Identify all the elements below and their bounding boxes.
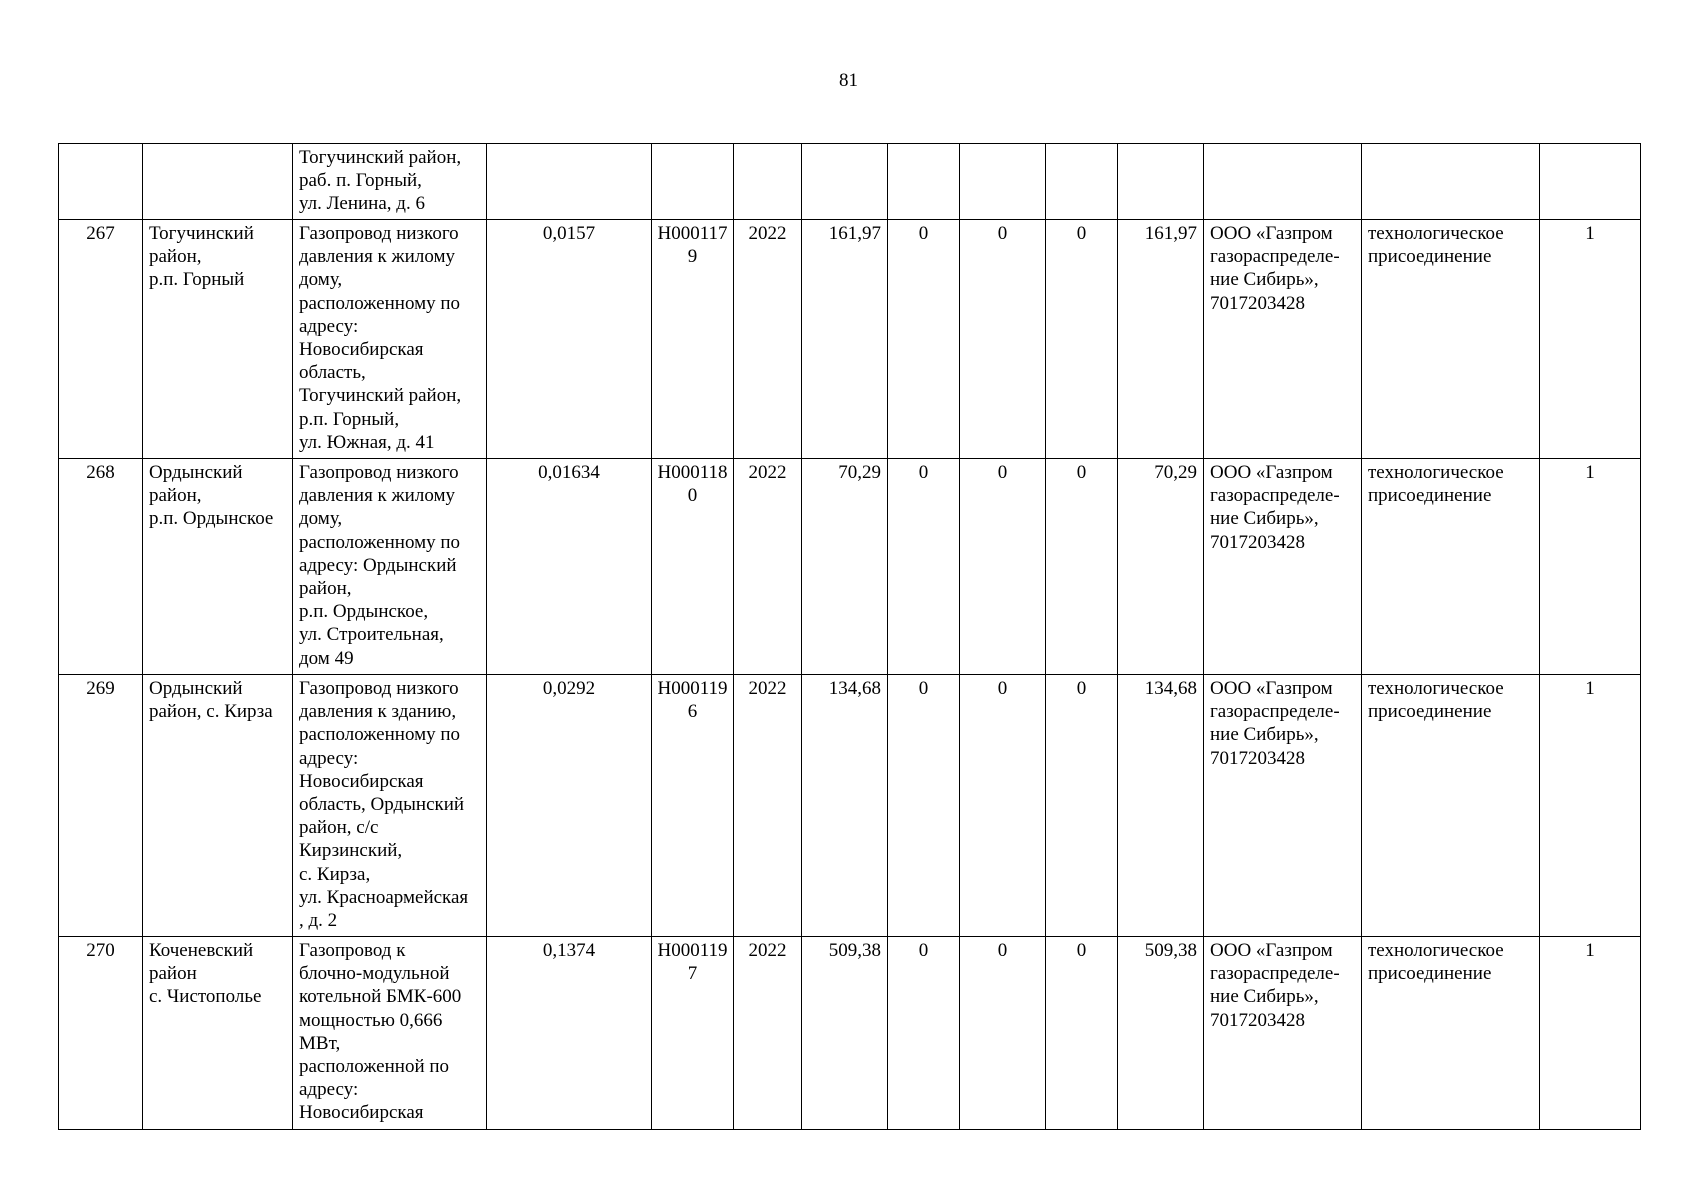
cell-total: 134,68	[802, 675, 888, 937]
continuation-row	[59, 144, 1641, 220]
cell-v2: 0	[960, 459, 1046, 675]
cell-object-line: адресу:	[299, 1079, 359, 1101]
cell-length: 0,0292	[487, 675, 652, 937]
cell-object-line: Новосибирская	[299, 770, 424, 792]
cell-object-line: расположенной по	[299, 1056, 450, 1078]
cell-object	[293, 937, 487, 1130]
cell-object-line: район, с/с	[299, 817, 379, 839]
cell-location-line: с. Чистополье	[149, 986, 262, 1008]
cell-location	[143, 937, 293, 1130]
cell-code	[652, 459, 734, 675]
cell-location	[143, 675, 293, 937]
cell-org	[1204, 937, 1362, 1130]
cell-object-line: дому,	[299, 508, 343, 530]
cell-object-line: адресу: Ордынский	[299, 554, 457, 576]
cell-basis-line: технологическое	[1368, 462, 1504, 483]
cell-org-line: ние Сибирь»,	[1210, 269, 1319, 291]
cell-object-line: Газопровод низкого	[299, 223, 459, 244]
cell-org-line: газораспределе-	[1210, 963, 1340, 985]
cell-code-line: Н000119	[657, 940, 728, 961]
cell-num: 269	[59, 675, 143, 937]
cell-location	[143, 144, 293, 220]
table-row	[59, 675, 1641, 937]
cell-object-line: давления к жилому	[299, 485, 455, 507]
cell-org-line: ние Сибирь»,	[1210, 508, 1319, 530]
cell-count: 1	[1540, 675, 1641, 937]
cell-object-line: адресу:	[299, 315, 359, 337]
cell-code	[652, 220, 734, 459]
cell-basis-line: присоединение	[1368, 485, 1492, 507]
cell-org-line: газораспределе-	[1210, 701, 1340, 723]
cell-location-line: район,	[149, 246, 202, 268]
cell-total2: 161,97	[1118, 220, 1204, 459]
cell-count: 1	[1540, 459, 1641, 675]
cell-location-line: Коченевский	[149, 940, 254, 961]
table-row	[59, 459, 1641, 675]
cell-basis-line: присоединение	[1368, 701, 1492, 723]
cell-org-line: ние Сибирь»,	[1210, 986, 1319, 1008]
cell-org-line: ООО «Газпром	[1210, 678, 1333, 699]
cell-object-line: давления к зданию,	[299, 701, 457, 723]
cell-v1	[888, 144, 960, 220]
cell-object-line: адресу:	[299, 747, 359, 769]
cell-object-line: ул. Красноармейская	[299, 886, 469, 908]
cell-org-line: газораспределе-	[1210, 485, 1340, 507]
cell-object-line: с. Кирза,	[299, 863, 371, 885]
cell-total: 70,29	[802, 459, 888, 675]
address-line: Тогучинский район,	[299, 147, 462, 168]
cell-object-line: Новосибирская	[299, 1102, 424, 1124]
cell-year: 2022	[734, 675, 802, 937]
cell-location-line: район,	[149, 485, 202, 507]
address-line: раб. п. Горный,	[299, 170, 422, 192]
cell-object-line: котельной БМК-600	[299, 986, 462, 1008]
cell-org-line: 7017203428	[1210, 292, 1305, 314]
cell-v3: 0	[1046, 220, 1118, 459]
cell-location-line: р.п. Ордынское	[149, 508, 274, 530]
cell-org	[1204, 459, 1362, 675]
cell-v2: 0	[960, 675, 1046, 937]
cell-total2: 70,29	[1118, 459, 1204, 675]
cell-object-line: блочно-модульной	[299, 963, 450, 985]
cell-object-line: район,	[299, 578, 352, 600]
cell-org-line: ООО «Газпром	[1210, 940, 1333, 961]
cell-location-line: Тогучинский	[149, 223, 254, 244]
cell-basis	[1362, 675, 1540, 937]
cell-basis-line: технологическое	[1368, 223, 1504, 244]
data-table	[58, 143, 1641, 1130]
cell-v3: 0	[1046, 459, 1118, 675]
cell-location	[143, 220, 293, 459]
cell-basis-line: технологическое	[1368, 940, 1504, 961]
cell-org	[1204, 144, 1362, 220]
cell-num	[59, 144, 143, 220]
cell-object-line: Новосибирская	[299, 339, 424, 361]
table-row	[59, 220, 1641, 459]
cell-org	[1204, 675, 1362, 937]
cell-org-line: ООО «Газпром	[1210, 462, 1333, 483]
cell-object-line: Кирзинский,	[299, 840, 403, 862]
cell-year: 2022	[734, 220, 802, 459]
cell-v1: 0	[888, 220, 960, 459]
cell-count: 1	[1540, 937, 1641, 1130]
cell-location-line: Ордынский	[149, 462, 243, 483]
cell-code-line: 7	[687, 963, 698, 985]
cell-basis	[1362, 220, 1540, 459]
cell-object-line: ул. Южная, д. 41	[299, 431, 435, 453]
cell-object-line: , д. 2	[299, 910, 338, 932]
cell-location-line: р.п. Горный	[149, 269, 245, 291]
cell-code-line: Н000117	[657, 223, 728, 244]
cell-length: 0,1374	[487, 937, 652, 1130]
cell-v1: 0	[888, 459, 960, 675]
cell-v2: 0	[960, 220, 1046, 459]
cell-object-line: Газопровод к	[299, 940, 406, 961]
cell-object-line: Газопровод низкого	[299, 462, 459, 483]
cell-code-line: 6	[687, 701, 698, 723]
cell-count: 1	[1540, 220, 1641, 459]
cell-basis-line: присоединение	[1368, 246, 1492, 268]
cell-basis	[1362, 459, 1540, 675]
cell-code-line: Н000118	[657, 462, 728, 483]
cell-org-line: 7017203428	[1210, 1009, 1305, 1031]
cell-object	[293, 675, 487, 937]
cell-year	[734, 144, 802, 220]
address-line: ул. Ленина, д. 6	[299, 193, 425, 215]
cell-code-line: Н000119	[657, 678, 728, 699]
cell-v3: 0	[1046, 937, 1118, 1130]
cell-year: 2022	[734, 937, 802, 1130]
table-row	[59, 937, 1641, 1130]
cell-code	[652, 675, 734, 937]
cell-org-line: 7017203428	[1210, 747, 1305, 769]
cell-length: 0,0157	[487, 220, 652, 459]
cell-length: 0,01634	[487, 459, 652, 675]
cell-num: 270	[59, 937, 143, 1130]
cell-object-line: дом 49	[299, 647, 354, 669]
cell-org-line: 7017203428	[1210, 531, 1305, 553]
cell-basis-line: присоединение	[1368, 963, 1492, 985]
cell-total: 161,97	[802, 220, 888, 459]
cell-object-line: Газопровод низкого	[299, 678, 459, 699]
cell-object-line: расположенному по	[299, 292, 461, 314]
cell-object-line: область, Ордынский	[299, 794, 465, 816]
cell-v1: 0	[888, 675, 960, 937]
cell-v3: 0	[1046, 675, 1118, 937]
cell-object	[293, 220, 487, 459]
cell-count	[1540, 144, 1641, 220]
cell-object-line: область,	[299, 362, 366, 384]
cell-object-line: дому,	[299, 269, 343, 291]
cell-org	[1204, 220, 1362, 459]
cell-object-line: ул. Строительная,	[299, 624, 444, 646]
cell-code	[652, 937, 734, 1130]
cell-object-address	[293, 144, 487, 220]
cell-basis-line: технологическое	[1368, 678, 1504, 699]
cell-object-line: МВт,	[299, 1032, 341, 1054]
cell-location	[143, 459, 293, 675]
cell-org-line: ние Сибирь»,	[1210, 724, 1319, 746]
page-number: 81	[839, 70, 858, 91]
cell-object-line: расположенному по	[299, 724, 461, 746]
cell-num: 267	[59, 220, 143, 459]
cell-object	[293, 459, 487, 675]
cell-v1: 0	[888, 937, 960, 1130]
cell-total: 509,38	[802, 937, 888, 1130]
cell-code	[652, 144, 734, 220]
cell-object-line: Тогучинский район,	[299, 385, 462, 407]
cell-v2: 0	[960, 937, 1046, 1130]
cell-total2: 509,38	[1118, 937, 1204, 1130]
cell-org-line: газораспределе-	[1210, 246, 1340, 268]
cell-location-line: Ордынский	[149, 678, 243, 699]
cell-total2: 134,68	[1118, 675, 1204, 937]
cell-object-line: давления к жилому	[299, 246, 455, 268]
cell-location-line: район, с. Кирза	[149, 701, 273, 723]
cell-length	[487, 144, 652, 220]
cell-location-line: район	[149, 963, 197, 985]
cell-year: 2022	[734, 459, 802, 675]
cell-v2	[960, 144, 1046, 220]
cell-org-line: ООО «Газпром	[1210, 223, 1333, 244]
cell-total	[802, 144, 888, 220]
cell-object-line: мощностью 0,666	[299, 1009, 443, 1031]
cell-total2	[1118, 144, 1204, 220]
cell-code-line: 9	[687, 246, 698, 268]
cell-basis	[1362, 937, 1540, 1130]
cell-object-line: р.п. Горный,	[299, 408, 400, 430]
cell-object-line: р.п. Ордынское,	[299, 601, 429, 623]
cell-num: 268	[59, 459, 143, 675]
cell-object-line: расположенному по	[299, 531, 461, 553]
cell-basis	[1362, 144, 1540, 220]
cell-code-line: 0	[687, 485, 698, 507]
table-body	[59, 144, 1641, 1130]
cell-v3	[1046, 144, 1118, 220]
